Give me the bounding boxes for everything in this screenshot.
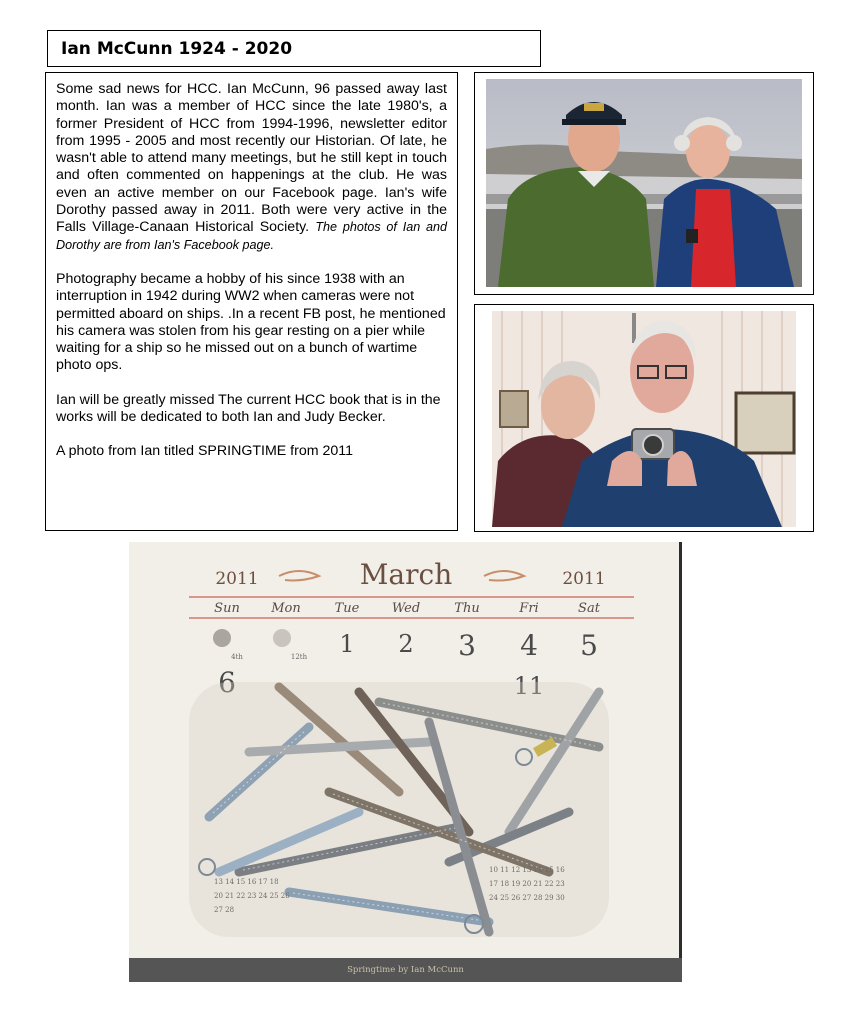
weekday-wed: Wed bbox=[391, 601, 421, 616]
page-title: Ian McCunn 1924 - 2020 bbox=[61, 39, 293, 59]
svg-text:17 18 19 20 21 22 23: 17 18 19 20 21 22 23 bbox=[489, 880, 565, 888]
weekday-tue: Tue bbox=[334, 601, 360, 616]
weekday-thu: Thu bbox=[454, 601, 480, 616]
article-paragraph-1 bbox=[56, 81, 447, 254]
svg-text:27 28: 27 28 bbox=[214, 906, 235, 914]
photo-caption: Springtime by Ian McCunn bbox=[129, 958, 682, 982]
article-text-box bbox=[45, 72, 458, 531]
calendar-day-6: 6 bbox=[218, 666, 236, 699]
calendar-year-left: 2011 bbox=[215, 569, 259, 589]
calendar-day-4: 4 bbox=[520, 629, 538, 662]
weekday-fri: Fri bbox=[519, 601, 539, 616]
photo-couple-with-camera bbox=[492, 311, 796, 527]
calendar-day-2: 2 bbox=[398, 630, 414, 658]
photo-springtime-calendar bbox=[129, 542, 682, 982]
photo-couple-camera-frame bbox=[474, 304, 814, 532]
calendar-day-3: 3 bbox=[458, 629, 476, 662]
photo-couple-outdoors bbox=[486, 79, 802, 287]
moon-phase-left: 4th bbox=[231, 653, 243, 661]
article-paragraph-4: A photo from Ian titled SPRINGTIME from 2011 bbox=[56, 443, 354, 460]
svg-text:10 11 12 13 14 15 16: 10 11 12 13 14 15 16 bbox=[489, 866, 565, 874]
photo-couple-outdoors-frame bbox=[474, 72, 814, 295]
weekday-mon: Mon bbox=[271, 601, 301, 616]
new-moon-icon bbox=[213, 629, 231, 647]
calendar-month: March bbox=[359, 558, 453, 591]
article-p1-main: Some sad news for HCC. Ian McCunn, 96 passed away last month. Ian was a member of HCC since the late 1980's, a former President of HCC from 1994-1996, newsletter editor from 1995 - 2005 and most recently our Historian. Of late, he wasn't able to attend many meetings, but he still kept in touch and often commented on happenings at the club. He was even an active member on our Facebook page. Ian's wife Dorothy passed away in 2011. Both were very active in the Falls Village-Canaan Historical Society. bbox=[56, 81, 447, 236]
svg-text:24 25 26 27 28 29 30: 24 25 26 27 28 29 30 bbox=[489, 894, 565, 902]
weekday-sat: Sat bbox=[578, 601, 600, 616]
article-p1-italic: The photos of Ian and Dorothy are from Ian's Facebook page. bbox=[56, 220, 447, 252]
article-paragraph-2: Photography became a hobby of his since 1938 with an interruption in 1942 during WW2 when cameras were not permitted aboard on ships. .In a recent FB post, he mentioned his camera was stolen from his gear resting on a pier while waiting for a ship so he missed out on a bunch of wartime photo ops. bbox=[56, 270, 446, 374]
first-quarter-moon-icon bbox=[273, 629, 291, 647]
calendar-day-1: 1 bbox=[339, 630, 355, 658]
svg-text:20 21 22 23 24 25 26: 20 21 22 23 24 25 26 bbox=[214, 892, 290, 900]
svg-text:13 14 15 16 17 18: 13 14 15 16 17 18 bbox=[214, 878, 279, 886]
title-box bbox=[47, 30, 541, 67]
calendar-day-5: 5 bbox=[580, 629, 598, 662]
calendar-year-right: 2011 bbox=[562, 569, 606, 589]
weekday-sun: Sun bbox=[214, 601, 240, 616]
calendar-day-11: 11 bbox=[513, 672, 545, 700]
article-paragraph-3: Ian will be greatly missed The current HCC book that is in the works will be dedicated to both Ian and Judy Becker. bbox=[56, 391, 441, 426]
moon-phase-right: 12th bbox=[290, 653, 308, 661]
